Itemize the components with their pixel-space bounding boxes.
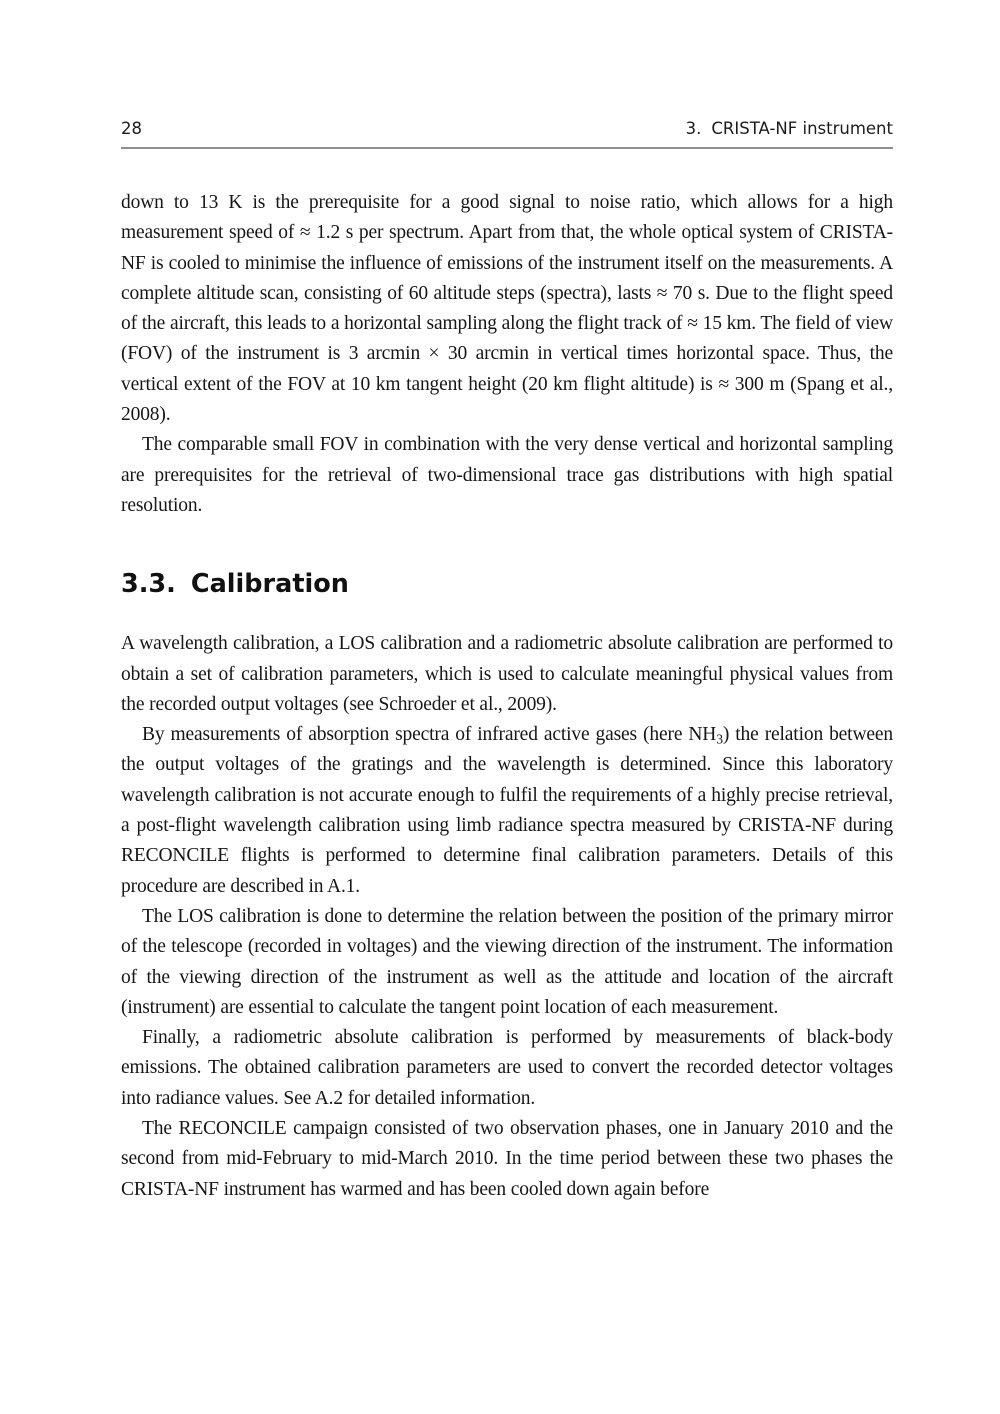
chapter-reference — [686, 119, 893, 138]
paragraph-fov-sampling: The comparable small FOV in combination with the very dense vertical and horizontal sampling are prerequisites for the retrieval of two-dimensional trace gas distributions with high spatial resolution. — [121, 434, 893, 516]
paragraph-reconcile-campaign: The RECONCILE campaign consisted of two observation phases, one in January 2010 and the second from mid-February to mid-March 2010. In the time period between these two phases the CRISTA-NF instrument has warmed and has been cooled down again before — [121, 1118, 893, 1200]
paragraph-cooling-continuation: down to 13 K is the prerequisite for a good signal to noise ratio, which allows for a high measurement speed of ≈ 1.2 s per spectrum. Apart from that, the whole optical system of CRISTA-NF is cooled to minimise the influence of emissions of the instrument itself on the measurements. A complete altitude scan, consisting of 60 altitude steps (spectra), lasts ≈ 70 s. Due to the flight speed of the aircraft, this leads to a horizontal sampling along the flight track of ≈ 15 km. The field of view (FOV) of the instrument is 3 arcmin × 30 arcmin in vertical times horizontal space. Thus, the vertical extent of the FOV at 10 km tangent height (20 km flight altitude) is ≈ 300 m (Spang et al., 2008). — [121, 192, 893, 426]
page-number: 28 — [121, 119, 142, 138]
chapter-title: CRISTA-NF instrument — [711, 119, 893, 138]
section-title: Calibration — [190, 569, 349, 600]
running-header — [121, 119, 893, 138]
nh3-subscript: 3 — [716, 731, 723, 747]
wavelength-text-pre: By measurements of absorption spectra of infrared active gases (here NH — [142, 724, 717, 746]
section-heading — [121, 569, 893, 599]
paragraph-los-calibration: The LOS calibration is done to determine the relation between the position of the primary mirror of the telescope (recorded in voltages) and the viewing direction of the instrument. The information of the viewing direction of the instrument as well as the attitude and location of the aircraft (instrument) are essential to calculate the tangent point location of each measurement. — [121, 905, 893, 1018]
paragraph-calibration-overview: A wavelength calibration, a LOS calibration and a radiometric absolute calibration are performed to obtain a set of calibration parameters, which is used to calculate meaningful physical values from the recorded output voltages (see Schroeder et al., 2009). — [121, 633, 893, 715]
wavelength-text-post: ) the relation between the output voltages of the gratings and the wavelength is determined. Since this laboratory wavelength calibration is not accurate enough to fulfil the requirements of a highly precise retrieval, a post-flight wavelength calibration using limb radiance spectra measured by CRISTA-NF during RECONCILE flights is performed to determine final calibration parameters. Details of this procedure are described in A.1. — [121, 724, 893, 897]
page-body — [121, 188, 893, 1205]
header-rule — [121, 147, 893, 149]
chapter-number: 3. — [685, 119, 702, 138]
section-number: 3.3. — [121, 569, 176, 600]
paragraph-radiometric-calibration: Finally, a radiometric absolute calibration is performed by measurements of black-body emissions. The obtained calibration parameters are used to convert the recorded detector voltages into radiance values. See A.2 for detailed information. — [121, 1027, 893, 1109]
paragraph-wavelength-calibration — [121, 720, 893, 902]
